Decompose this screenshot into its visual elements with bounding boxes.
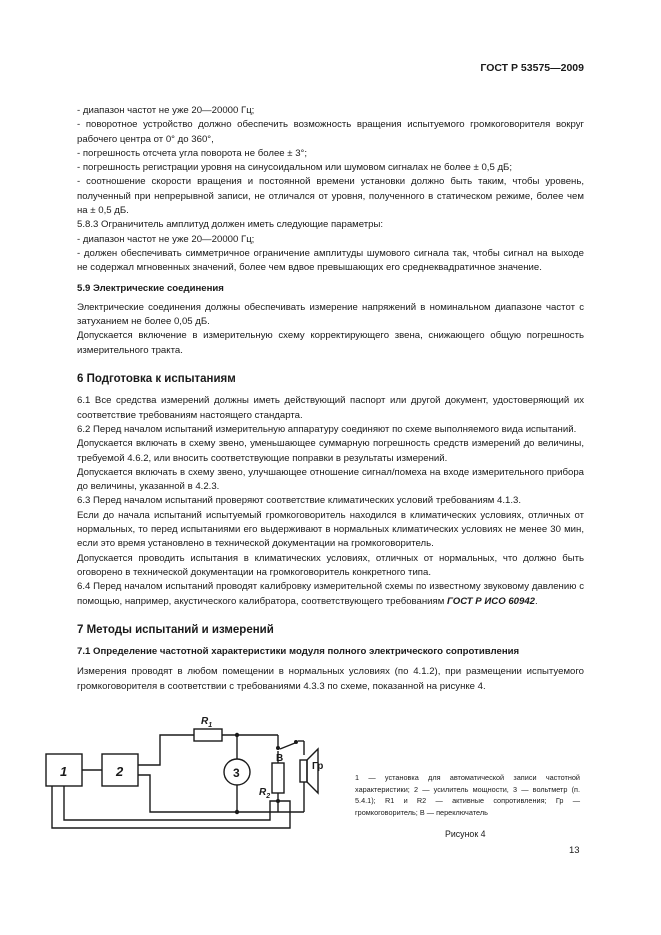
standard-reference: ГОСТ Р ИСО 60942 <box>446 595 535 607</box>
list-item: - погрешность отсчета угла поворота не более ± 3°; <box>77 147 308 159</box>
standard-code: ГОСТ Р 53575—2009 <box>480 62 584 74</box>
section-title-7: 7 Методы испытаний и измерений <box>77 623 274 636</box>
figure-caption: 1 — установка для автоматической записи частотной характеристики; 2 — усилитель мощности, 3 — вольтметр (п. 5.4.1); R1 и R2 — активные сопротивления; Гр — громкоговоритель; В — переключатель <box>355 773 580 817</box>
list-item: - диапазон частот не уже 20—20000 Гц; <box>77 233 255 245</box>
paragraph: Допускается включение в измерительную схему корректирующего звена, снижающего общую погрешность измерительного тракта. <box>77 330 584 356</box>
paragraph: 6.1 Все средства измерений должны иметь действующий паспорт или другой документ, удостоверяющий их соответствие требованиям настоящего стандарта. <box>77 395 584 421</box>
section-title-6: 6 Подготовка к испытаниям <box>77 373 236 386</box>
paragraph: 5.8.3 Ограничитель амплитуд должен иметь следующие параметры: <box>77 219 384 231</box>
paragraph: Допускается проводить испытания в климатических условиях, отличных от нормальных, что должно быть оговорено в технической документации на громкоговоритель конкретного типа. <box>77 552 584 578</box>
paragraph-6-4 <box>77 580 584 609</box>
document-body <box>77 104 584 694</box>
box-1-label: 1 <box>60 764 68 779</box>
r2-label <box>259 787 270 800</box>
switch-label: В <box>276 753 284 764</box>
page-number: 13 <box>569 845 580 856</box>
meter-label: 3 <box>233 766 240 780</box>
list-item: - должен обеспечивать симметричное ограничение амплитуды шумового сигнала так, чтобы сигнал на выходе не содержал мгновенных значений, более чем вдвое превышающих его среднеквадратичное значение. <box>77 247 584 274</box>
list-item: - погрешность регистрации уровня на синусоидальном или шумовом сигналах не более ± 0,5 дБ; <box>77 162 513 174</box>
paragraph: Допускается включать в схему звено, улучшающее отношение сигнал/помеха на входе измерительного прибора до величины, указанной в 4.2.3. <box>77 466 584 493</box>
r1-base: R <box>201 716 209 727</box>
resistor-r2 <box>272 763 284 793</box>
paragraph: Если до начала испытаний испытуемый громкоговоритель находился в климатических условиях, отличных от нормальных, то перед испытаниями его выдерживают в нормальных климатических условиях не менее 30 мин, если это время установлено в технической документации на громкоговоритель. <box>77 509 584 550</box>
speaker <box>300 760 307 782</box>
speaker-label: Гр <box>312 761 324 772</box>
list-item: - поворотное устройство должно обеспечить возможность вращения испытуемого громкоговорителя вокруг рабочего центра от 0° до 360°, <box>77 119 584 145</box>
paragraph: 6.3 Перед началом испытаний проверяют соответствие климатических условий требованиям 4.1.3. <box>77 495 522 507</box>
paragraph: Измерения проводят в любом помещении в нормальных условиях (по 4.1.2), при размещении испытуемого громкоговорителя в соответствии с требованиями 4.3.3 по схеме, показанной на рисунке 4. <box>77 666 584 692</box>
r1-label <box>201 716 212 729</box>
circuit-diagram <box>40 705 370 845</box>
resistor-r1 <box>194 729 222 741</box>
switch-blade <box>280 743 295 749</box>
list-item: - диапазон частот не уже 20—20000 Гц; <box>77 105 255 116</box>
r2-sub: 2 <box>266 793 271 800</box>
figure-label: Рисунок 4 <box>445 829 486 839</box>
paragraph: Допускается включать в схему звено, уменьшающее суммарную погрешность средств измерений до величины, требуемой 4.6.2, или вносить соответствующие поправки в результаты измерений. <box>77 438 584 464</box>
punctuation: . <box>535 595 538 607</box>
list-item: - соотношение скорости вращения и постоянной времени установки должно быть таким, чтобы уровень, полученный при непрерывной записи, не отличался от уровня, полученного в статическом режиме, более чем на ± 0,5 дБ. <box>77 176 584 217</box>
r1-sub: 1 <box>208 722 213 729</box>
box-2-label: 2 <box>116 764 124 779</box>
paragraph: 6.2 Перед началом испытаний измерительную аппаратуру соединяют по схеме выполняемого вида испытаний. <box>77 423 577 435</box>
subsection-title-7-1: 7.1 Определение частотной характеристики модуля полного электрического сопротивления <box>77 646 520 658</box>
paragraph: Электрические соединения должны обеспечивать измерение напряжений в номинальном диапазоне частот с затуханием не более 0,05 дБ. <box>77 301 584 328</box>
r2-base: R <box>259 787 267 798</box>
paragraph-text: 6.4 Перед началом испытаний проводят калибровку измерительной схемы по известному звуковому давлению с помощью, например, акустического калибратора, соответствующего требованиям <box>77 581 584 607</box>
subsection-title-5-9: 5.9 Электрические соединения <box>77 282 224 294</box>
